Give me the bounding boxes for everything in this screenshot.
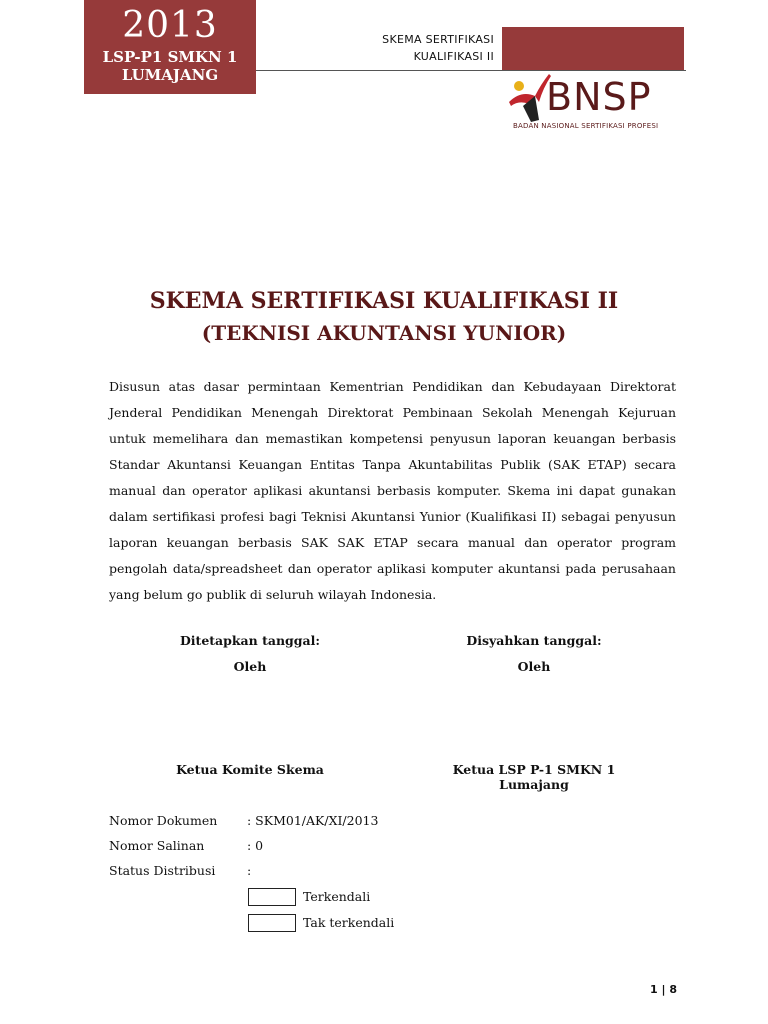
tak-terkendali-checkbox <box>248 914 296 932</box>
left-signature-label: Ditetapkan tanggal: <box>179 633 321 648</box>
tak-terkendali-label: Tak terkendali <box>303 915 395 930</box>
right-signature-role: Ketua LSP P-1 SMKN 1 Lumajang <box>452 762 616 792</box>
document-subtitle: (TEKNISI AKUNTANSI YUNIOR) <box>201 321 567 345</box>
status-distribusi-label: Status Distribusi <box>109 863 216 878</box>
org-line-1: LSP-P1 SMKN 1 <box>102 48 238 66</box>
year-banner <box>84 0 256 94</box>
right-signature-label: Disyahkan tanggal: <box>466 633 602 648</box>
left-signature-role: Ketua Komite Skema <box>176 762 324 777</box>
year-text: 2013 <box>122 5 218 46</box>
intro-paragraph: Disusun atas dasar permintaan Kementrian Pendidikan dan Kebudayaan Direktorat Jenderal Pendidikan Menengah Direktorat Pembinaan Sekolah Menengah Kejuruan untuk memelihara dan memastikan kompetensi penyusun laporan keuangan berbasis Standar Akuntansi Keuangan Entitas Tanpa Akuntabilitas Publik (SAK ETAP) secara manual dan operator aplikasi akuntansi berbasis komputer. Skema ini dapat gunakan dalam sertifikasi profesi bagi Teknisi Akuntansi Yunior (Kualifikasi II) sebagai penyusun laporan keuangan berbasis SAK SAK ETAP secara manual dan operator program pengolah data/spreadsheet dan operator aplikasi komputer akuntansi pada perusahaan yang belum go publik di seluruh wilayah Indonesia. <box>109 379 676 602</box>
nomor-dokumen-value: : SKM01/AK/XI/2013 <box>247 813 379 828</box>
bnsp-wordmark: BNSP <box>546 75 652 119</box>
header-accent-box <box>502 27 684 70</box>
terkendali-label: Terkendali <box>303 889 371 904</box>
document-title: SKEMA SERTIFIKASI KUALIFIKASI II <box>149 288 619 314</box>
right-signature-by: Oleh <box>517 659 551 674</box>
header-scheme-title <box>382 31 494 65</box>
scheme-line-1: SKEMA SERTIFIKASI <box>382 33 494 46</box>
left-signature-by: Oleh <box>233 659 267 674</box>
scheme-line-2: KUALIFIKASI II <box>413 50 494 63</box>
nomor-salinan-label: Nomor Salinan <box>109 838 205 853</box>
terkendali-checkbox <box>248 888 296 906</box>
status-distribusi-colon: : <box>247 863 252 878</box>
org-line-2: LUMAJANG <box>121 66 219 84</box>
page-number: 1 | 8 <box>650 983 677 996</box>
nomor-dokumen-label: Nomor Dokumen <box>109 813 218 828</box>
bnsp-subtitle: BADAN NASIONAL SERTIFIKASI PROFESI <box>513 122 659 130</box>
nomor-salinan-value: : 0 <box>247 838 264 853</box>
header-rule <box>256 70 686 71</box>
